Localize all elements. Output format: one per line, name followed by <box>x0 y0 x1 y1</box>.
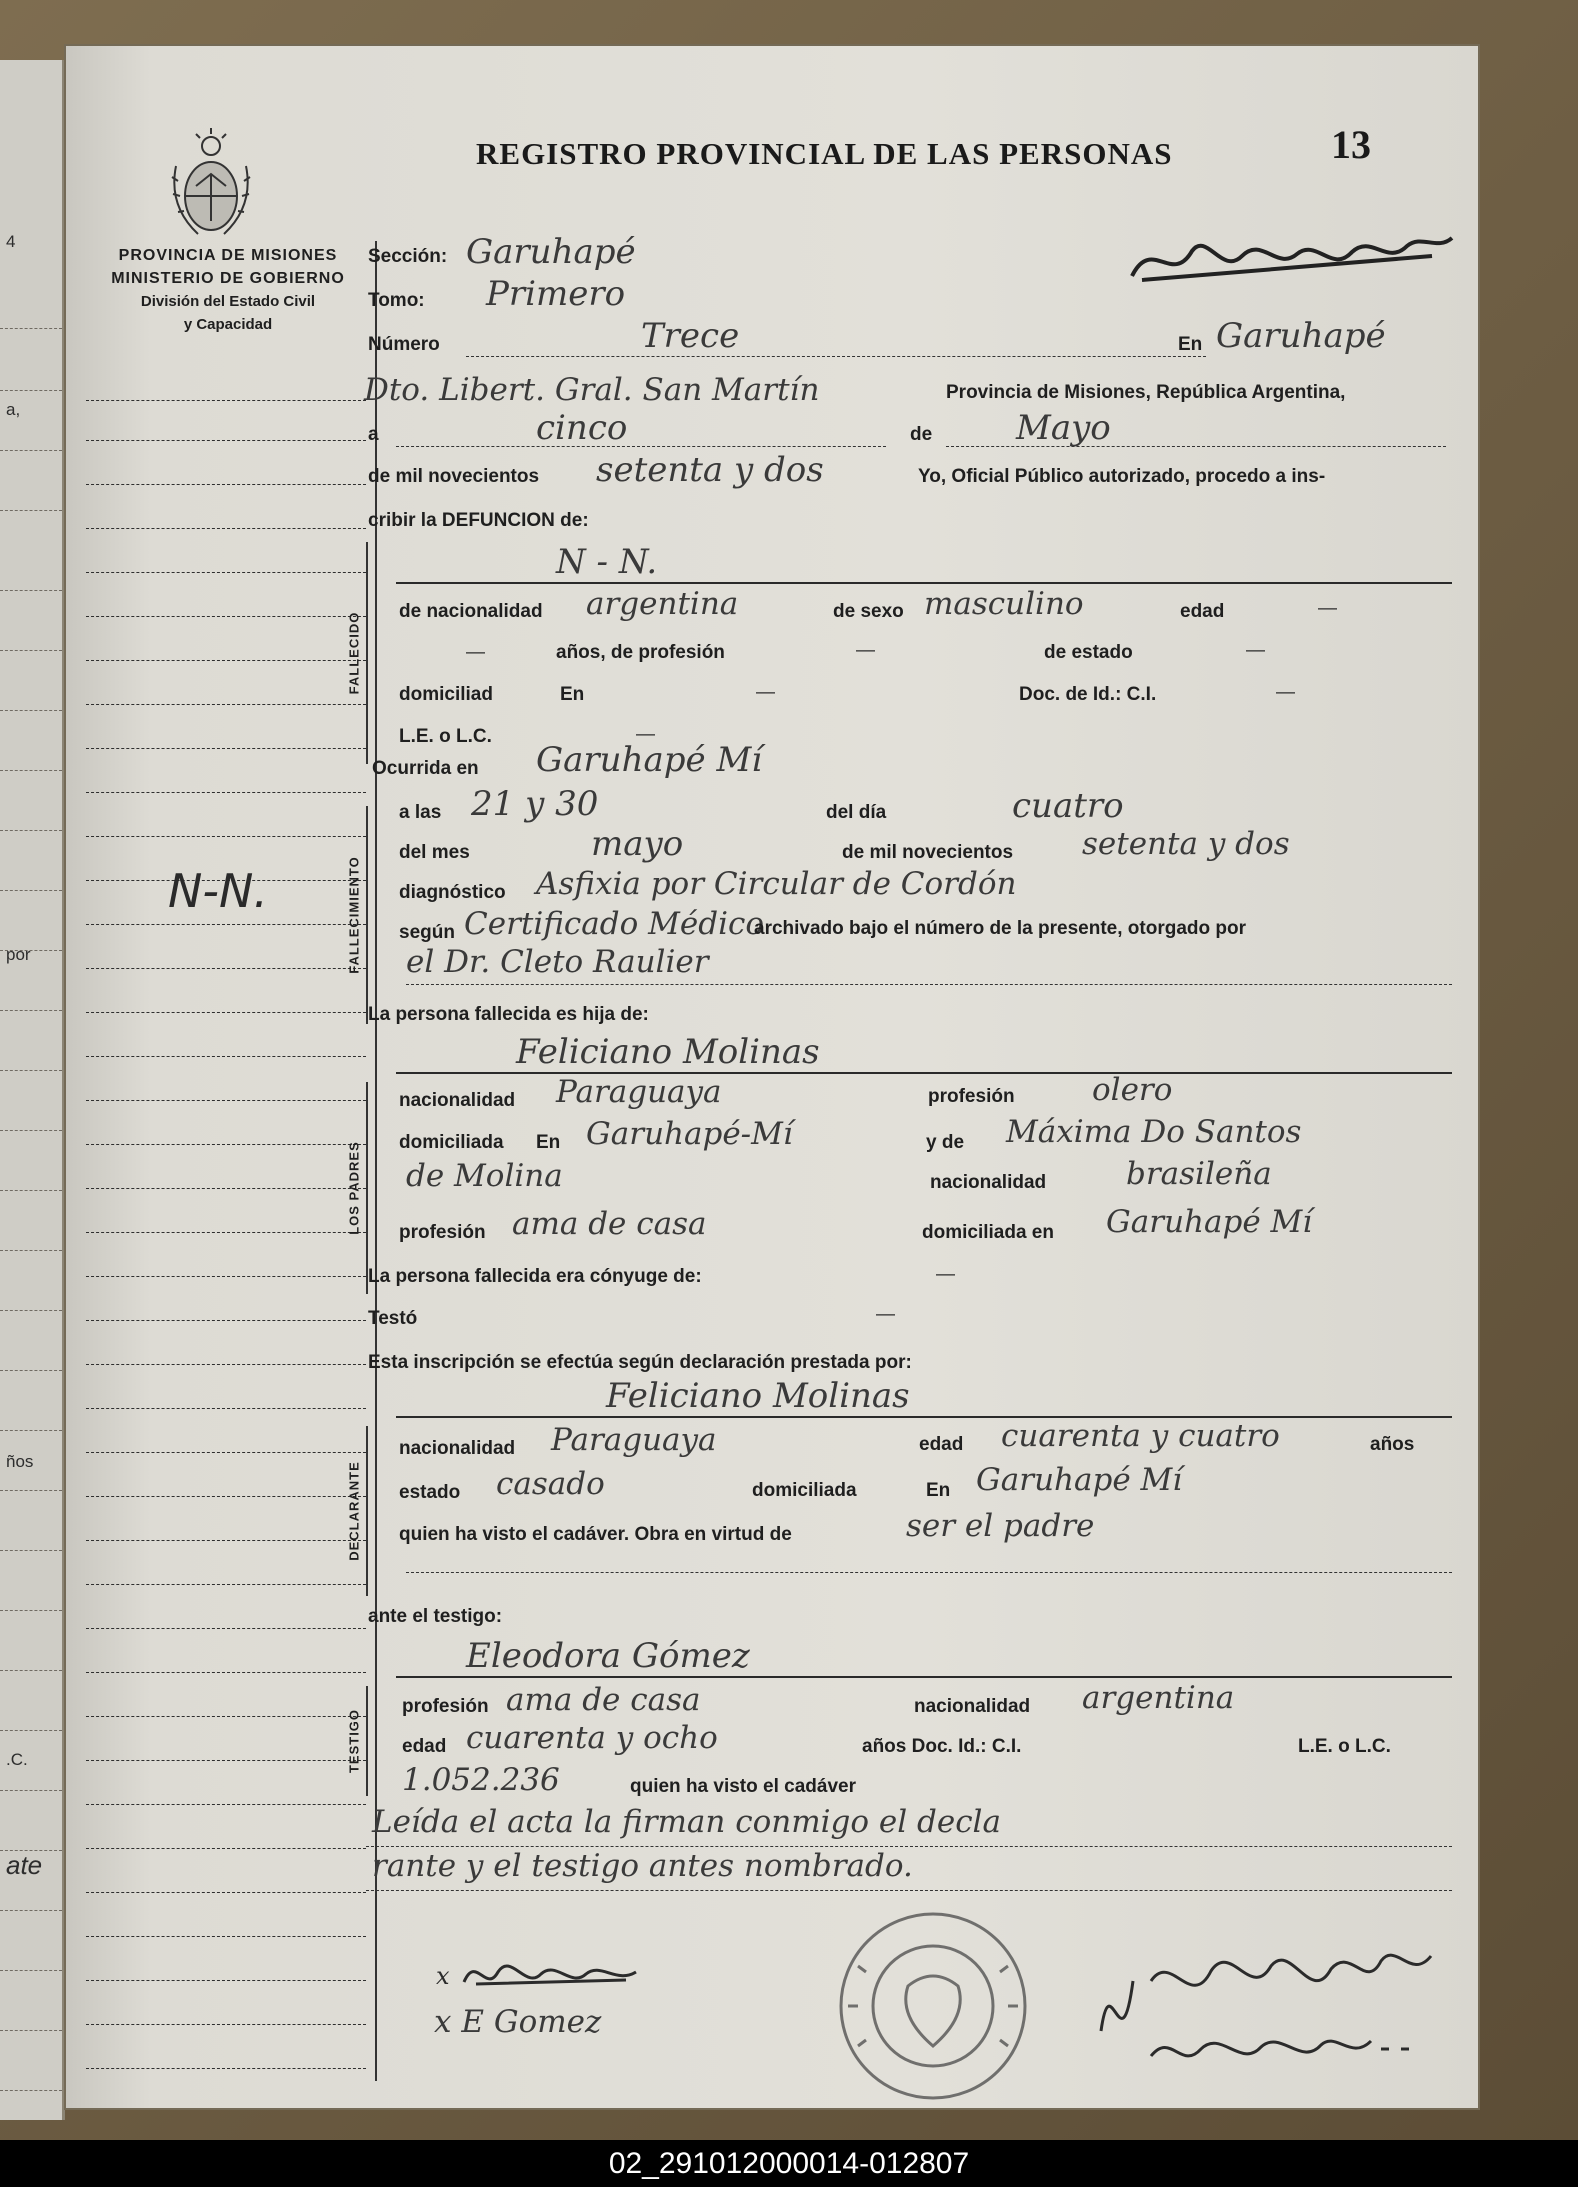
entry-profesion: — <box>856 640 875 661</box>
entry-anio: setenta y dos <box>596 450 824 490</box>
margin-fragment: .C. <box>6 1750 28 1769</box>
entry-madre-profesion: ama de casa <box>512 1206 707 1242</box>
tab-fallecimiento-label: FALLECIMIENTO <box>346 856 362 974</box>
section-tab-declarante <box>346 1426 394 1596</box>
entry-test-nacionalidad: argentina <box>1082 1680 1235 1716</box>
entry-padre-nacionalidad: Paraguaya <box>556 1074 722 1110</box>
entry-en: Garuhapé <box>1216 316 1386 356</box>
label-profesion-padre: profesión <box>928 1086 1015 1107</box>
label-y-de: y de <box>926 1132 965 1153</box>
label-anos: años <box>1370 1434 1415 1455</box>
label-de: de <box>910 424 933 445</box>
margin-fragment: ños <box>6 1452 34 1471</box>
label-testo: Testó <box>368 1308 418 1329</box>
entry-domicilio: — <box>756 682 775 703</box>
entry-medico: el Dr. Cleto Raulier <box>406 944 709 980</box>
label-yo-oficial: Yo, Oficial Público autorizado, procedo a ins- <box>918 466 1326 487</box>
division-name: División del Estado Civil <box>140 293 316 310</box>
entry-testo: — <box>876 1304 895 1325</box>
label-anos-doc: años Doc. Id.: C.I. <box>862 1736 1022 1757</box>
entry-fallecido-nombre: N - N. <box>556 542 658 582</box>
province-name: PROVINCIA DE MISIONES <box>118 247 338 264</box>
entry-decl-virtud: ser el padre <box>906 1508 1095 1544</box>
label-edad-test: edad <box>402 1736 447 1757</box>
testigo-signature: x E Gomez <box>434 2004 602 2040</box>
label-nacionalidad-decl: nacionalidad <box>399 1438 516 1459</box>
entry-declarante: Feliciano Molinas <box>606 1376 910 1416</box>
label-domiciliada-en: domiciliada en <box>922 1222 1054 1243</box>
label-en: En <box>536 1132 561 1153</box>
section-tab-fallecimiento <box>346 806 394 1024</box>
entry-decl-domicilio: Garuhapé Mí <box>976 1462 1183 1498</box>
label-domiciliad: domiciliad <box>399 684 493 705</box>
label-edad-decl: edad <box>919 1434 964 1455</box>
entry-segun: Certificado Médico <box>464 906 765 942</box>
label-domiciliada-decl: domiciliada <box>752 1480 857 1501</box>
label-de-sexo: de sexo <box>833 601 904 622</box>
tab-fallecido-label: FALLECIDO <box>346 611 362 695</box>
label-doc-id: Doc. de Id.: C.I. <box>1019 684 1157 705</box>
entry-test-profesion: ama de casa <box>506 1682 701 1718</box>
entry-dia-fallec: cuatro <box>1012 786 1124 826</box>
office-block <box>78 244 378 336</box>
section-tab-padres <box>346 1082 394 1294</box>
svg-text:x: x <box>436 1962 450 1990</box>
label-en: En <box>926 1480 951 1501</box>
margin-fragment: por <box>6 945 31 964</box>
label-anos-profesion: años, de profesión <box>556 642 725 663</box>
margin-name-note: N-N. <box>168 864 269 918</box>
label-profesion-madre: profesión <box>399 1222 486 1243</box>
declarante-signature <box>436 1944 676 2004</box>
label-edad: edad <box>1180 601 1225 622</box>
entry-madre: Máxima Do Santos <box>1006 1114 1302 1150</box>
entry-decl-estado: casado <box>496 1466 605 1502</box>
page-number: 13 <box>1331 122 1371 167</box>
label-nacionalidad-padre: nacionalidad <box>399 1090 516 1111</box>
label-conyuge: La persona fallecida era cónyuge de: <box>368 1266 702 1287</box>
label-numero: Número <box>368 334 440 355</box>
entry-padre: Feliciano Molinas <box>516 1032 820 1072</box>
entry-decl-edad: cuarenta y cuatro <box>1001 1418 1280 1454</box>
label-a-las: a las <box>399 802 442 823</box>
label-en: En <box>560 684 585 705</box>
label-estado-decl: estado <box>399 1482 461 1503</box>
entry-mes: Mayo <box>1016 408 1111 448</box>
label-quien-visto: quien ha visto el cadáver. Obra en virtud de <box>399 1524 792 1545</box>
label-nacionalidad-madre: nacionalidad <box>930 1172 1047 1193</box>
entry-le-lc: — <box>636 724 655 745</box>
label-inscribir: cribir la DEFUNCION de: <box>368 510 589 531</box>
oficial-signature <box>1081 1921 1481 2091</box>
label-ocurrida: Ocurrida en <box>372 758 479 779</box>
entry-conyuge: — <box>936 1264 955 1285</box>
rubric-signature <box>1112 216 1472 296</box>
label-de-mil-2: de mil novecientos <box>842 842 1014 863</box>
margin-column <box>86 400 376 2100</box>
tab-padres-label: LOS PADRES <box>346 1141 362 1235</box>
entry-hora: 21 y 30 <box>471 784 599 824</box>
label-domiciliada: domiciliada <box>399 1132 504 1153</box>
entry-anio-fallec: setenta y dos <box>1082 826 1290 862</box>
entry-seccion: Garuhapé <box>466 232 636 272</box>
entry-edad: — <box>1318 598 1337 619</box>
label-archivado: archivado bajo el número de la presente, otorgado por <box>754 918 1246 939</box>
entry-test-edad: cuarenta y ocho <box>466 1720 718 1756</box>
section-tab-fallecido <box>346 542 394 764</box>
entry-ocurrida: Garuhapé Mí <box>536 740 763 780</box>
entry-nacionalidad: argentina <box>586 586 739 622</box>
entry-numero: Trece <box>641 316 740 356</box>
label-le-o-lc: L.E. o L.C. <box>1298 1736 1391 1757</box>
entry-madre-nacionalidad: brasileña <box>1126 1156 1272 1192</box>
label-de-mil: de mil novecientos <box>368 466 540 487</box>
section-tab-testigo <box>346 1686 394 1796</box>
label-segun: según <box>399 922 455 943</box>
entry-dia: cinco <box>536 408 628 448</box>
label-declaracion: Esta inscripción se efectúa según declaración prestada por: <box>368 1352 912 1373</box>
entry-test-ci: 1.052.236 <box>402 1762 560 1798</box>
label-a: a <box>368 424 379 445</box>
label-le-lc: L.E. o L.C. <box>399 726 492 747</box>
previous-page-edge <box>0 60 65 2120</box>
coat-of-arms-icon <box>168 126 254 244</box>
label-de-nacionalidad: de nacionalidad <box>399 601 543 622</box>
label-profesion-test: profesión <box>402 1696 489 1717</box>
margin-fragment: 4 <box>6 232 16 251</box>
entry-madre-cont: de Molina <box>406 1158 563 1194</box>
entry-mes-fallec: mayo <box>591 824 684 864</box>
entry-madre-domicilio: Garuhapé Mí <box>1106 1204 1313 1240</box>
entry-ci: — <box>1276 682 1295 703</box>
entry-padre-profesion: olero <box>1092 1072 1173 1108</box>
entry-cierre-1: Leída el acta la firman conmigo el decla <box>372 1804 1001 1840</box>
entry-tomo: Primero <box>486 274 626 314</box>
registry-page <box>66 46 1478 2108</box>
label-seccion: Sección: <box>368 246 448 267</box>
file-id-footer: 02_291012000014-012807 <box>0 2140 1578 2187</box>
division-name-2: y Capacidad <box>183 316 273 333</box>
entry-cierre-2: rante y el testigo antes nombrado. <box>372 1848 913 1884</box>
entry-anos: — <box>466 642 485 663</box>
entry-decl-nacionalidad: Paraguaya <box>551 1422 717 1458</box>
label-en: En <box>1178 334 1203 355</box>
page-title: REGISTRO PROVINCIAL DE LAS PERSONAS <box>476 136 1173 171</box>
label-tomo: Tomo: <box>368 290 425 311</box>
entry-estado: — <box>1246 640 1265 661</box>
label-del-mes: del mes <box>399 842 470 863</box>
label-de-estado: de estado <box>1044 642 1133 663</box>
entry-testigo: Eleodora Gómez <box>466 1636 750 1676</box>
tab-declarante-label: DECLARANTE <box>346 1461 362 1561</box>
label-hija-de: La persona fallecida es hija de: <box>368 1004 649 1025</box>
entry-sexo: masculino <box>924 586 1084 622</box>
entry-diagnostico: Asfixia por Circular de Cordón <box>536 866 1017 902</box>
ministry-name: MINISTERIO DE GOBIERNO <box>111 270 345 287</box>
label-ante-testigo: ante el testigo: <box>368 1606 503 1627</box>
label-nacionalidad-test: nacionalidad <box>914 1696 1031 1717</box>
margin-fragment: a, <box>6 400 21 419</box>
label-diagnostico: diagnóstico <box>399 882 506 903</box>
label-del-dia: del día <box>826 802 887 823</box>
label-provincia: Provincia de Misiones, República Argentina, <box>946 382 1346 403</box>
margin-fragment: ate <box>6 1850 43 1880</box>
official-seal-stamp <box>818 1906 1048 2106</box>
entry-departamento: Dto. Libert. Gral. San Martín <box>364 372 820 408</box>
entry-padre-domicilio: Garuhapé-Mí <box>586 1116 793 1152</box>
label-quien-visto-2: quien ha visto el cadáver <box>630 1776 856 1797</box>
tab-testigo-label: TESTIGO <box>346 1708 362 1774</box>
